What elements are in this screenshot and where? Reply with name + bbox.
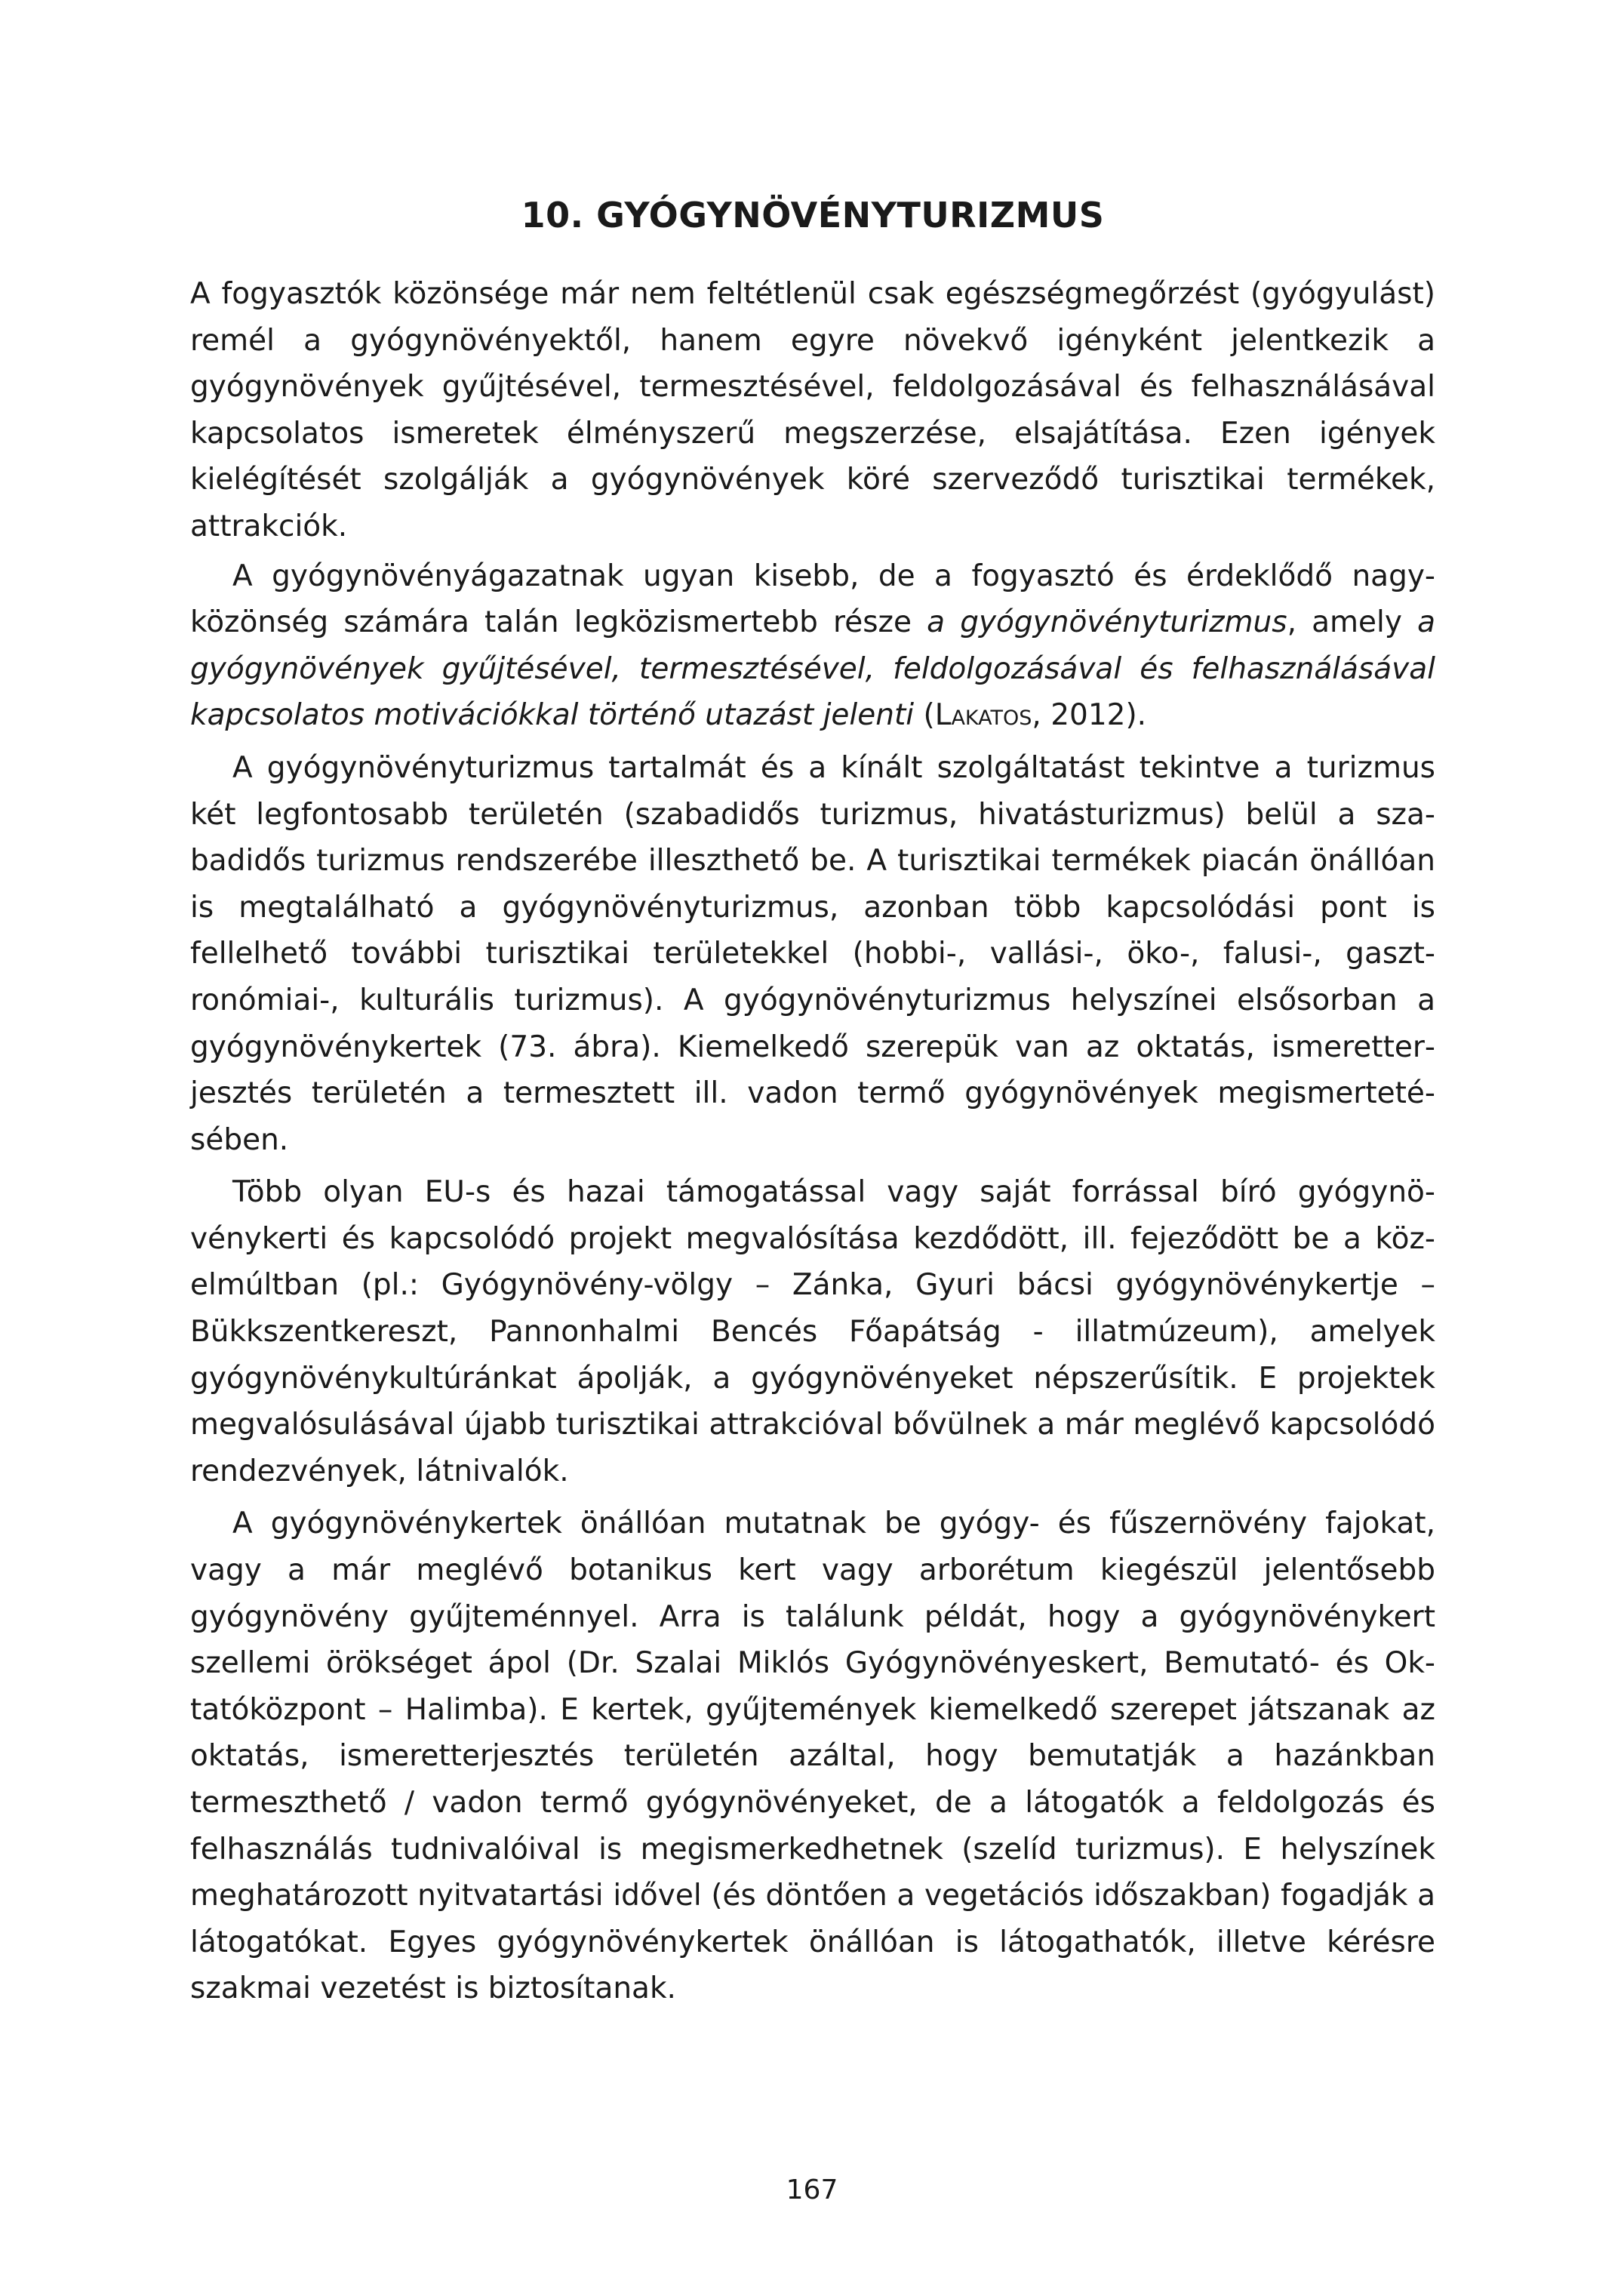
paragraph-3: A gyógynövényturizmus tartalmát és a kínált szolgáltatást tekintve a turizmus két legfontosabb területén (szabadidős turizmus, hivatásturizmus) belül a szabadidős turizmus rendszerébe illeszthető be. A turisztikai termékek piacán önállóan is megtalálható a gyógynövényturizmus, azonban több kapcsolódási pont is fellelhető további turisztikai területekkel (hobbi-, vallási-, öko-, falusi-, gasztronómiai-, kulturális turizmus). A gyógynövényturizmus helyszínei elsősorban a gyógynövénykertek (73. ábra). Kiemelkedő szerepük van az oktatás, ismeretterjesztés területén a termesztett ill. vadon termő gyógynövények megismertetésében. — [190, 750, 1435, 1157]
paragraph-2-text-middle: , amely — [1287, 605, 1418, 640]
paragraph-4: Több olyan EU-s és hazai támogatással vagy saját forrással bíró gyógynövénykerti és kapcsolódó projekt megvalósítása kezdődött, ill. fejeződött be a közelmúltban (pl.: Gyógynövény-völgy – Zánka, Gyuri bácsi gyógynövénykertje – Bükkszentkereszt, Pannonhalmi Bencés Főapátság - illatmúzeum), amelyek gyógynövénykultúránkat ápolják, a gyógynövényeket népszerűsítik. E projektek megvalósulásával újabb turisztikai attrakcióval bővülnek a már meglévő kapcsolódó rendezvények, látnivalók. — [190, 1175, 1435, 1488]
page-body — [190, 192, 1435, 2012]
paragraph-5: A gyógynövénykertek önállóan mutatnak be gyógy- és fűszernövény fajokat, vagy a már meglévő botanikus kert vagy arborétum kiegészül jelentősebb gyógynövény gyűjteménnyel. Arra is találunk példát, hogy a gyógynövénykert szellemi örökséget ápol (Dr. Szalai Miklós Gyógynövényeskert, Bemutató- és Oktatóközpont – Halimba). E kertek, gyűjtemények kiemelkedő szerepet játszanak az oktatás, ismeretterjesztés területén azáltal, hogy bemutatják a hazánkban termeszthető / vadon termő gyógynövényeket, de a látogatók a feldolgozás és felhasználás tudnivalóival is megismerkedhetnek (szelíd turizmus). E helyszínek meghatározott nyitvatartási idővel (és döntően a vegetációs időszakban) fogadják a látogatókat. Egyes gyógynövénykertek önállóan is látogathatók, illetve kérésre szakmai vezetést is biztosítanak. — [190, 1507, 1435, 2006]
citation-open: ( — [914, 698, 935, 733]
citation-year: , 2012). — [1032, 698, 1147, 733]
chapter-title: 10. GYÓGYNÖVÉNYTURIZMUS — [521, 195, 1105, 235]
paragraph-2-term: a gyógynövényturizmus — [927, 605, 1287, 640]
paragraph-2-definition: a gyógynövények gyűjtésével, termesztésével, feldolgozásával és felhasználásával kapcsolatos motivációkkal történő utazást jelenti — [190, 605, 1435, 733]
paragraph-2-text: A gyógynövényágazatnak ugyan kisebb, de a fogyasztó és érdeklődő nagyközönség számára talán legközismertebb része — [190, 559, 1435, 640]
paragraph-1: A fogyasztók közönsége már nem feltétlenül csak egészségmegőrzést (gyógyulást) remél a gyógynövényektől, hanem egyre növekvő igényként jelentkezik a gyógynövények gyűjtésével, termesztésével, feldolgozásával és felhasználásával kapcsolatos ismeretek élményszerű megszerzése, elsajátítása. Ezen igények kielégítését szolgálják a gyógynövények köré szerveződő turisztikai termékek, attrakciók. — [190, 277, 1435, 543]
citation-author: Lakatos — [934, 698, 1032, 733]
page-number: 167 — [786, 2175, 838, 2205]
paragraph-2 — [190, 553, 1435, 739]
